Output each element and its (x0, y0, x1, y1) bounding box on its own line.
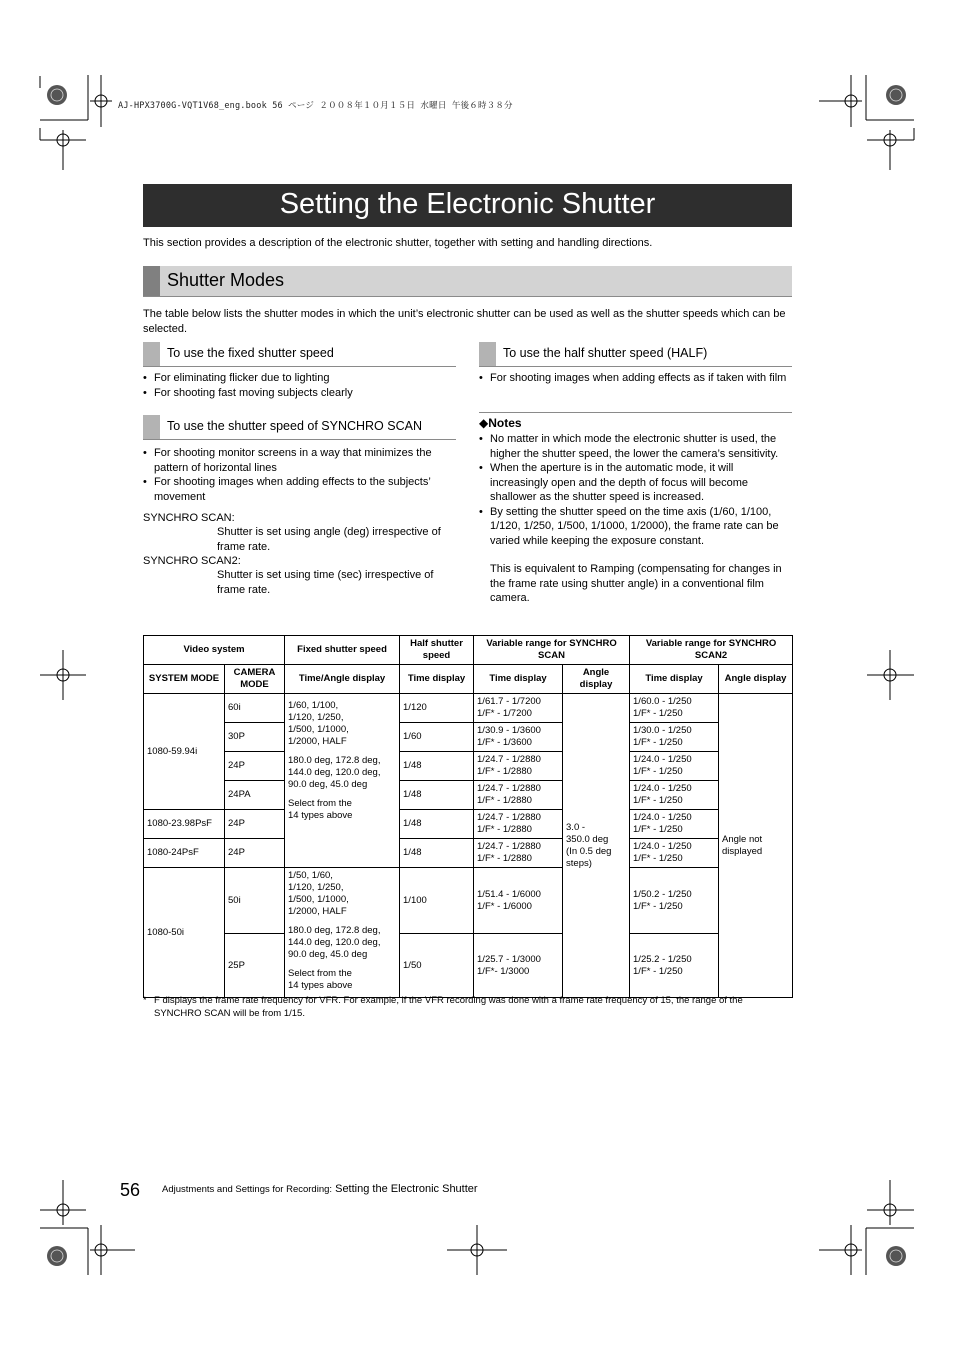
list-item: • When the aperture is in the automatic mode, it will increasingly open and the depth of focus will become shallower as the shutter speed is increased. (479, 461, 792, 505)
cell-time2: 1/60.0 - 1/250 1/F* - 1/250 (630, 694, 719, 723)
footnote (143, 995, 792, 1020)
table-row (144, 868, 793, 934)
cell-camera: 30P (225, 723, 285, 752)
th-fixed: Fixed shutter speed (285, 636, 400, 665)
cell-camera: 50i (225, 868, 285, 934)
cell-angle2: Angle not displayed (719, 694, 793, 998)
cell-camera: 24P (225, 752, 285, 781)
th-time: Time display (400, 665, 474, 694)
footnote-text: F displays the frame rate frequency for VFR. For example, if the VFR recording was done with a frame rate frequency of 15, the range of the SYNCHRO SCAN will be from 1/15. (154, 995, 743, 1019)
cell-time1: 1/24.7 - 1/2880 1/F* - 1/2880 (474, 752, 563, 781)
subheading-tab (143, 342, 160, 366)
cell-half: 1/100 (400, 868, 474, 934)
cell-time2: 1/24.0 - 1/250 1/F* - 1/250 (630, 781, 719, 810)
table-header-row (144, 665, 793, 694)
cell-fixed-angles: 180.0 deg, 172.8 deg, 144.0 deg, 120.0 deg, 90.0 deg, 45.0 deg (288, 925, 381, 960)
cell-half: 1/48 (400, 752, 474, 781)
notes-title: ◆Notes (479, 416, 522, 430)
cell-system: 1080-50i (144, 868, 225, 998)
table-row (144, 839, 793, 868)
subheading-half-label: To use the half shutter speed (HALF) (503, 346, 708, 360)
list-item: • For shooting images when adding effects to the subjects’ movement (143, 475, 456, 504)
th-camera-mode: CAMERA MODE (225, 665, 285, 694)
page-number: 56 (120, 1180, 141, 1200)
print-header-line: AJ-HPX3700G-VQT1V68_eng.book 56 ページ ２００８年１０月１５日 水曜日 午後６時３８分 (118, 101, 513, 111)
cell-camera: 60i (225, 694, 285, 723)
subheading-half (479, 342, 792, 367)
th-var2: Variable range for SYNCHRO SCAN2 (630, 636, 793, 665)
notes-list (479, 432, 792, 548)
cell-fixed-select: Select from the 14 types above (288, 798, 353, 821)
synchro-scan2-label: SYNCHRO SCAN2: (143, 555, 241, 567)
subheading-synchro (143, 415, 456, 440)
notes-rule (479, 412, 792, 413)
cell-system: 1080-24PsF (144, 839, 225, 868)
cell-time1: 1/51.4 - 1/6000 1/F* - 1/6000 (474, 868, 563, 934)
cell-half: 1/50 (400, 934, 474, 998)
cell-time2: 1/24.0 - 1/250 1/F* - 1/250 (630, 752, 719, 781)
cell-half: 1/48 (400, 839, 474, 868)
footer-topic: Setting the Electronic Shutter (332, 1183, 478, 1195)
list-item: • For shooting monitor screens in a way that minimizes the pattern of horizontal lines (143, 446, 456, 475)
th-time-angle: Time/Angle display (285, 665, 400, 694)
cell-time1: 1/25.7 - 1/3000 1/F*- 1/3000 (474, 934, 563, 998)
th-video-system: Video system (144, 636, 285, 665)
cell-camera: 24PA (225, 781, 285, 810)
page-title: Setting the Electronic Shutter (279, 188, 656, 220)
th-angle2: Angle display (719, 665, 793, 694)
subheading-synchro-label: To use the shutter speed of SYNCHRO SCAN (167, 419, 422, 433)
notes-extra: This is equivalent to Ramping (compensating for changes in the frame rate using shutter angle) in a conventional film camera. (490, 563, 782, 604)
cell-fixed-times: 1/50, 1/60, 1/120, 1/250, 1/500, 1/1000, 1/2000, HALF (288, 870, 349, 917)
list-item: • For shooting images when adding effects as if taken with film (479, 371, 792, 386)
table-row (144, 934, 793, 998)
cell-half: 1/60 (400, 723, 474, 752)
section-paragraph: The table below lists the shutter modes in which the unit’s electronic shutter can be used as well as the shutter speeds which can be selected. (143, 308, 786, 335)
fixed-list (143, 371, 456, 400)
cell-camera: 24P (225, 810, 285, 839)
cell-camera: 24P (225, 839, 285, 868)
cell-fixed-select: Select from the 14 types above (288, 968, 353, 991)
th-time1: Time display (474, 665, 563, 694)
synchro-list (143, 446, 456, 504)
cell-fixed-angles: 180.0 deg, 172.8 deg, 144.0 deg, 120.0 deg, 90.0 deg, 45.0 deg (288, 755, 381, 790)
intro-text: This section provides a description of the electronic shutter, together with setting and handling directions. (143, 237, 653, 249)
shutter-table (143, 635, 793, 998)
cell-system: 1080-23.98PsF (144, 810, 225, 839)
synchro-scan-desc: Shutter is set using angle (deg) irrespective of frame rate. (217, 526, 441, 553)
cell-system: 1080-59.94i (144, 694, 225, 810)
cell-time1: 1/61.7 - 1/7200 1/F* - 1/7200 (474, 694, 563, 723)
cell-time1: 1/24.7 - 1/2880 1/F* - 1/2880 (474, 781, 563, 810)
table-row (144, 752, 793, 781)
cell-time2: 1/24.0 - 1/250 1/F* - 1/250 (630, 810, 719, 839)
cell-half: 1/48 (400, 810, 474, 839)
cell-time2: 1/24.0 - 1/250 1/F* - 1/250 (630, 839, 719, 868)
subheading-tab (479, 342, 496, 366)
cell-fixed-50 (285, 868, 400, 998)
cell-time1: 1/24.7 - 1/2880 1/F* - 1/2880 (474, 839, 563, 868)
section-heading-bar (143, 266, 792, 297)
list-item: • For eliminating flicker due to lighting (143, 371, 456, 386)
list-item: • By setting the shutter speed on the time axis (1/60, 1/100, 1/120, 1/250, 1/500, 1/1000, 1/2000), the frame rate can be varied while keeping the exposure constant. (479, 505, 792, 549)
cell-fixed-times: 1/60, 1/100, 1/120, 1/250, 1/500, 1/1000, 1/2000, HALF (288, 700, 349, 747)
cell-angle1: 3.0 - 350.0 deg (In 0.5 deg steps) (563, 694, 630, 998)
table-row (144, 781, 793, 810)
th-half: Half shutter speed (400, 636, 474, 665)
footer-chapter: Adjustments and Settings for Recording: (162, 1184, 333, 1195)
subheading-tab (143, 415, 160, 439)
th-var1: Variable range for SYNCHRO SCAN (474, 636, 630, 665)
cell-time2: 1/30.0 - 1/250 1/F* - 1/250 (630, 723, 719, 752)
cell-camera: 25P (225, 934, 285, 998)
cell-time1: 1/30.9 - 1/3600 1/F* - 1/3600 (474, 723, 563, 752)
cell-time2: 1/50.2 - 1/250 1/F* - 1/250 (630, 868, 719, 934)
th-system-mode: SYSTEM MODE (144, 665, 225, 694)
cell-half: 1/120 (400, 694, 474, 723)
footnote-mark: * (143, 995, 147, 1006)
cell-fixed-5994 (285, 694, 400, 868)
th-angle1: Angle display (563, 665, 630, 694)
table-row (144, 810, 793, 839)
table-row (144, 723, 793, 752)
list-item: • For shooting fast moving subjects clearly (143, 386, 456, 401)
subheading-fixed-label: To use the fixed shutter speed (167, 346, 334, 360)
half-list (479, 371, 792, 386)
cell-half: 1/48 (400, 781, 474, 810)
title-bar (143, 184, 792, 227)
table-header-row (144, 636, 793, 665)
subheading-fixed (143, 342, 456, 367)
footer-breadcrumb (162, 1183, 478, 1195)
synchro-scan-label: SYNCHRO SCAN: (143, 512, 235, 524)
synchro-scan2-desc: Shutter is set using time (sec) irrespective of frame rate. (217, 569, 434, 596)
list-item: • No matter in which mode the electronic shutter is used, the higher the shutter speed, the lower the camera’s sensitivity. (479, 432, 792, 461)
section-heading: Shutter Modes (167, 270, 285, 290)
th-time2: Time display (630, 665, 719, 694)
cell-time1: 1/24.7 - 1/2880 1/F* - 1/2880 (474, 810, 563, 839)
section-heading-tab (143, 266, 160, 296)
table-row (144, 694, 793, 723)
cell-time2: 1/25.2 - 1/250 1/F* - 1/250 (630, 934, 719, 998)
